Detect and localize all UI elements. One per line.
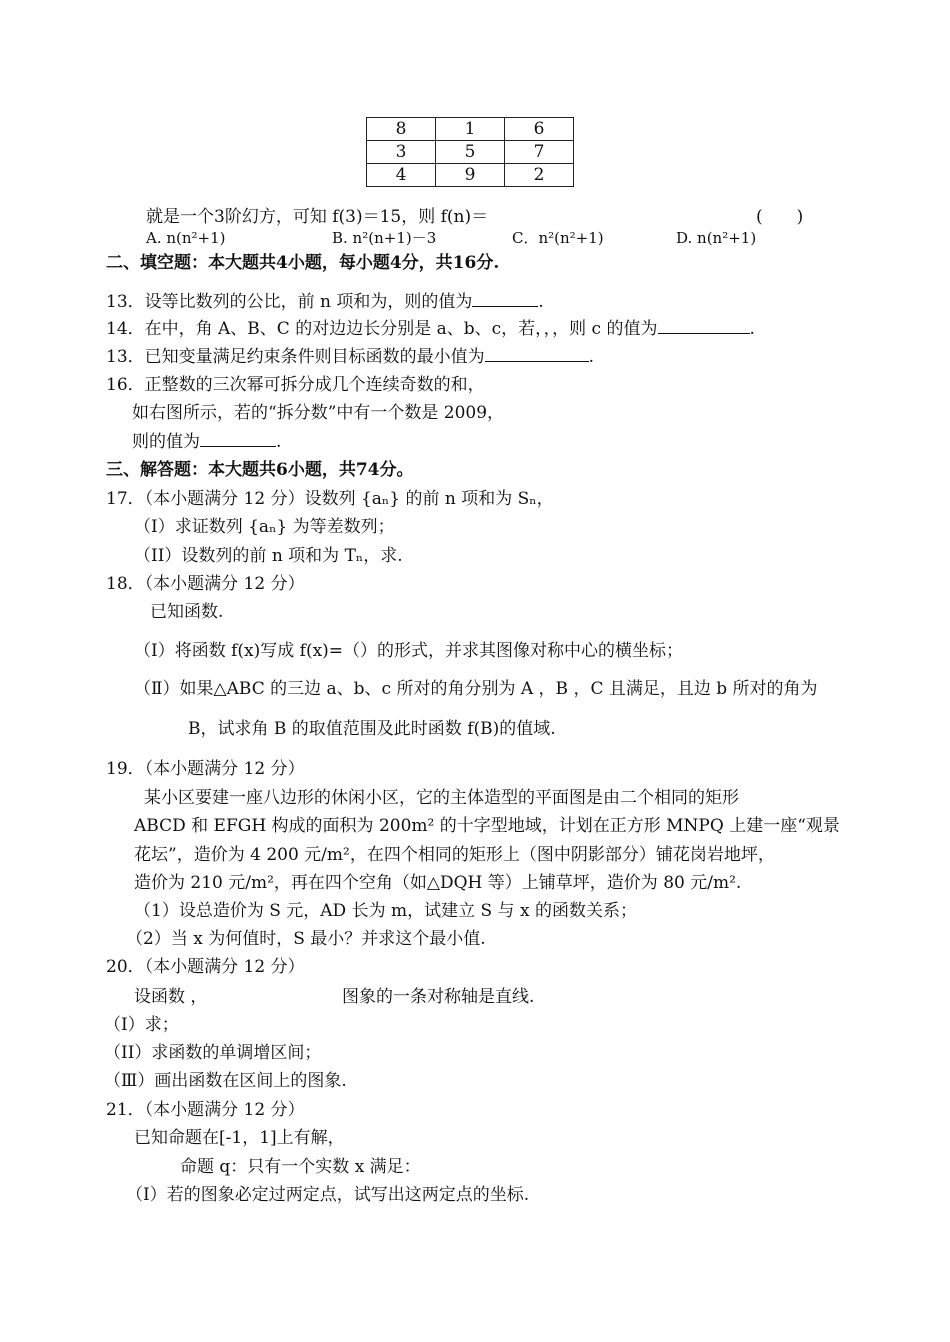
table-row: [367, 118, 574, 141]
q20-line4: （II）求函数的单调增区间；: [104, 1043, 322, 1063]
q16-line2: 如右图所示，若的“拆分数”中有一个数是 2009，: [132, 403, 505, 423]
q20-line2b: 图象的一条对称轴是直线.: [342, 987, 535, 1007]
q18-line2: 已知函数.: [150, 602, 224, 622]
q20-line1: 20．（本小题满分 12 分）: [106, 957, 305, 977]
q19-line5: 造价为 210 元/m²，再在四个空角（如△DQH 等）上铺草坪，造价为 80 元/m².: [134, 873, 742, 893]
q14-text: 14．在中，角 A、B、C 的对边边长分别是 a、b、c，若，，，则 c 的值为: [106, 319, 658, 339]
q19-line1: 19．（本小题满分 12 分）: [106, 759, 305, 779]
q19-line3: ABCD 和 EFGH 构成的面积为 200m² 的十字型地域，计划在正方形 MNPQ 上建一座“观景: [134, 816, 840, 836]
table-cell: 3: [367, 141, 436, 164]
q13-text: 13．设等比数列的公比，前 n 项和为，则的值为: [106, 292, 473, 312]
answer-blank: [472, 290, 538, 307]
table-cell: 9: [436, 164, 505, 187]
table-cell: 2: [505, 164, 574, 187]
q18-line4: （Ⅱ）如果△ABC 的三边 a、b、c 所对的角分别为 A ，B ，C 且满足，且边 b 所对的角为: [134, 679, 818, 699]
q12-option-a: A. n(n²+1): [146, 229, 226, 247]
q19-line6: （1）设总造价为 S 元，AD 长为 m，试建立 S 与 x 的函数关系；: [134, 901, 637, 921]
q20-line5: （Ⅲ）画出函数在区间上的图象.: [104, 1071, 347, 1091]
q15-tail: .: [588, 347, 595, 367]
q17-line3: （II）设数列的前 n 项和为 Tₙ，求.: [134, 546, 403, 566]
table-cell: 5: [436, 141, 505, 164]
answer-blank: [200, 430, 276, 447]
q19-line4: 花坛”，造价为 4 200 元/m²，在四个相同的矩形上（图中阴影部分）铺花岗岩地坪，: [134, 845, 775, 865]
q14-tail: .: [749, 319, 755, 339]
q18-line1: 18．（本小题满分 12 分）: [106, 574, 305, 594]
q16-text: 则的值为: [132, 432, 200, 452]
table-cell: 8: [367, 118, 436, 141]
table-cell: 7: [505, 141, 574, 164]
section3-heading: 三、解答题：本大题共6小题，共74分。: [106, 460, 414, 480]
q12-option-d: D. n(n²+1): [676, 229, 757, 247]
q17-line2: （I）求证数列 {aₙ} 为等差数列；: [134, 517, 395, 537]
q14-line: [106, 317, 755, 340]
answer-blank: [658, 317, 750, 334]
q12-option-c: C．n²(n²+1): [512, 229, 604, 247]
q21-line3: 命题 q：只有一个实数 x 满足：: [180, 1157, 421, 1177]
q18-line3: （I）将函数 f(x)写成 f(x)=（）的形式，并求其图像对称中心的横坐标；: [134, 641, 684, 661]
q21-line1: 21．（本小题满分 12 分）: [106, 1100, 305, 1120]
table-row: [367, 141, 574, 164]
table-cell: 6: [505, 118, 574, 141]
q15-text: 13．已知变量满足约束条件则目标函数的最小值为: [106, 347, 485, 367]
q12-option-b: B. n²(n+1)－3: [332, 229, 437, 247]
section2-heading: 二、填空题：本大题共4小题，每小题4分，共16分.: [106, 253, 500, 273]
q16-line1: 16．正整数的三次幂可拆分成几个连续奇数的和，: [106, 375, 485, 395]
q12-answer-paren: ( ): [756, 207, 804, 227]
q17-line1: 17．（本小题满分 12 分）设数列 {aₙ} 的前 n 项和为 Sₙ，: [106, 489, 554, 509]
q13-line: [106, 290, 544, 313]
table-cell: 4: [367, 164, 436, 187]
q21-line4: （I）若的图象必定过两定点，试写出这两定点的坐标.: [126, 1185, 530, 1205]
q20-line3: （I）求；: [104, 1015, 179, 1035]
table-row: [367, 164, 574, 187]
q21-line2: 已知命题在[-1，1]上有解，: [134, 1128, 345, 1148]
q16-tail: .: [276, 432, 282, 452]
answer-blank: [485, 345, 589, 362]
magic-square-table: [366, 117, 574, 187]
q19-line7: （2）当 x 为何值时，S 最小？并求这个最小值.: [126, 929, 486, 949]
q13-tail: .: [538, 292, 544, 312]
q18-line5: B，试求角 B 的取值范围及此时函数 f(B)的值域.: [188, 719, 556, 739]
q15-line: [106, 345, 594, 368]
q16-line3: [132, 430, 281, 453]
q20-line2a: 设函数 ，: [134, 987, 208, 1007]
q19-line2: 某小区要建一座八边形的休闲小区，它的主体造型的平面图是由二个相同的矩形: [144, 788, 739, 808]
table-cell: 1: [436, 118, 505, 141]
q12-stem: 就是一个3阶幻方，可知 f(3)＝15，则 f(n)＝: [146, 207, 489, 227]
